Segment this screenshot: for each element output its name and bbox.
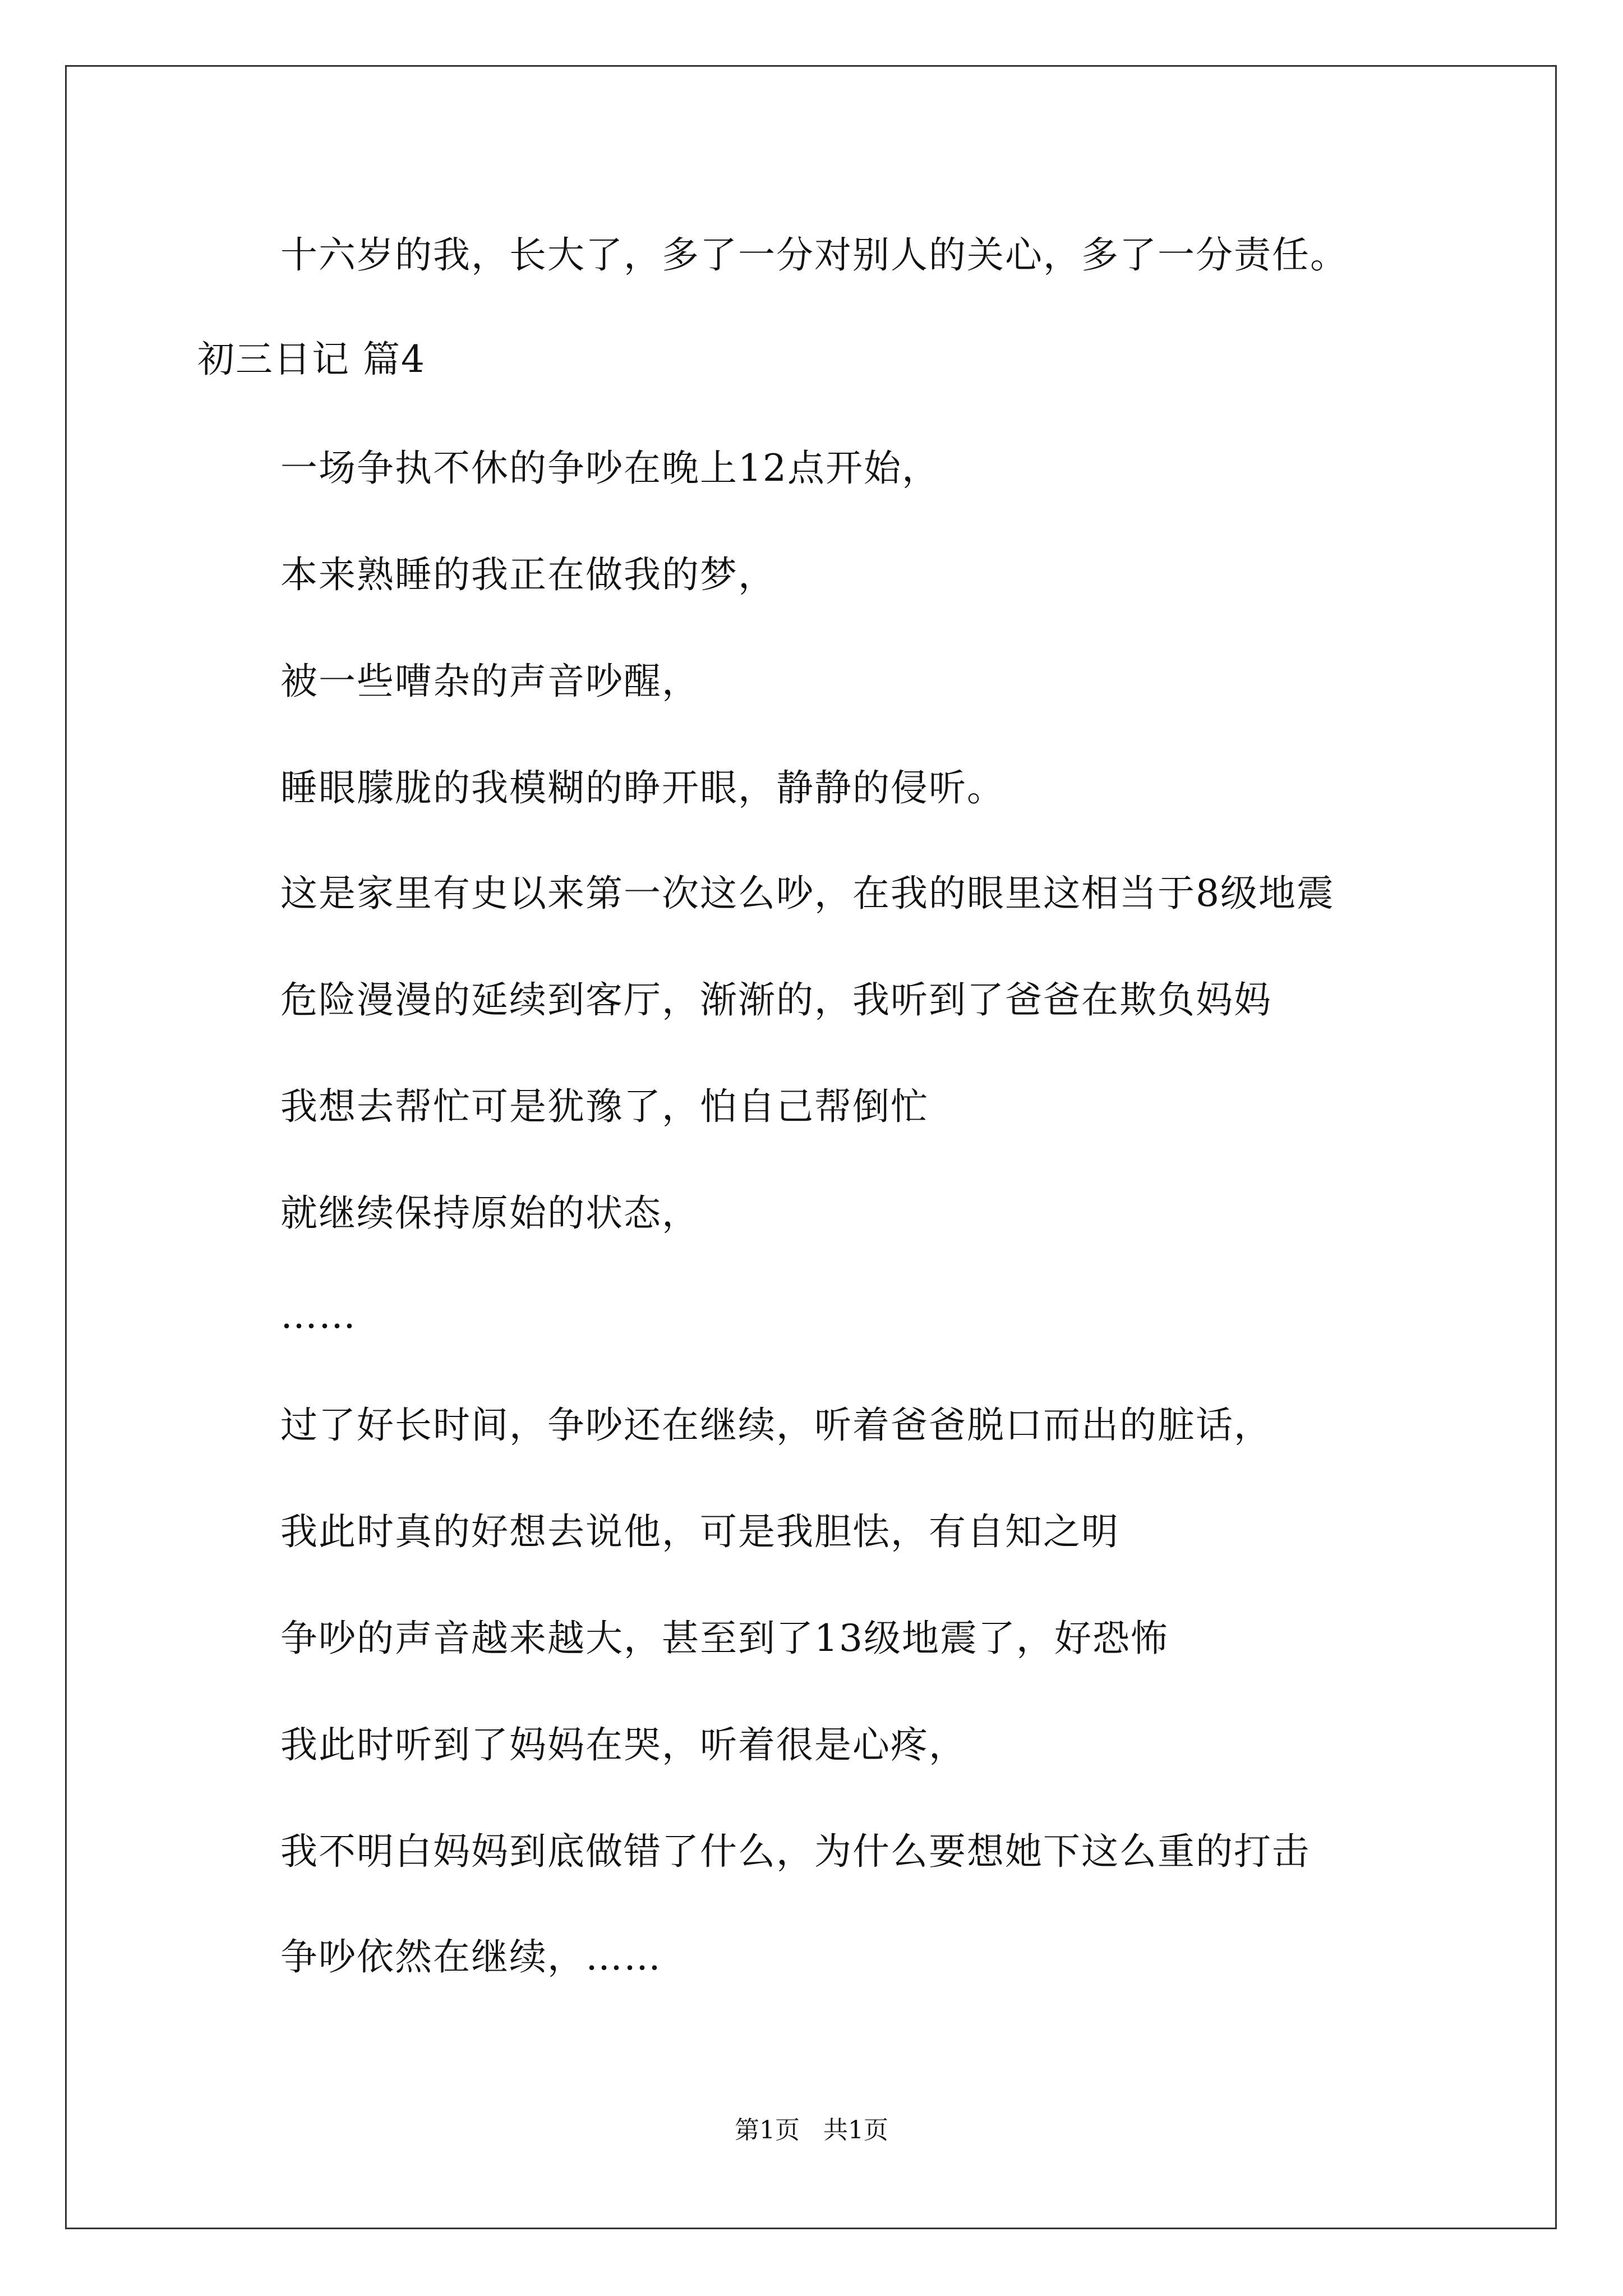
- text-line: 危险漫漫的延续到客厅，渐渐的，我听到了爸爸在欺负妈妈: [280, 978, 1272, 1022]
- text-line: 本来熟睡的我正在做我的梦，: [280, 553, 776, 596]
- text-line: 我不明白妈妈到底做错了什么，为什么要想她下这么重的打击: [280, 1830, 1310, 1873]
- text-line: 我想去帮忙可是犹豫了，怕自己帮倒忙: [280, 1085, 929, 1128]
- page-footer: 第1页 共1页: [735, 2116, 888, 2145]
- ellipsis-line: ……: [280, 1294, 357, 1337]
- text-line: 过了好长时间，争吵还在继续，听着爸爸脱口而出的脏话，: [280, 1404, 1272, 1447]
- text-line: 这是家里有史以来第一次这么吵，在我的眼里这相当于8级地震: [280, 872, 1335, 915]
- text-line: 被一些嘈杂的声音吵醒，: [280, 660, 700, 703]
- text-line: 争吵依然在继续，……: [280, 1935, 662, 1978]
- text-line: 我此时听到了妈妈在哭，听着很是心疼，: [280, 1723, 967, 1766]
- text-line: 我此时真的好想去说他，可是我胆怯，有自知之明: [280, 1510, 1119, 1553]
- text-line: 就继续保持原始的状态，: [280, 1191, 700, 1235]
- text-line: 睡眼朦胧的我模糊的睁开眼，静静的侵听。: [280, 766, 1005, 809]
- text-line: 一场争执不休的争吵在晚上12点开始，: [280, 447, 940, 490]
- paragraph-first: 十六岁的我，长大了，多了一分对别人的关心，多了一分责任。: [280, 233, 1348, 277]
- text-line: 争吵的声音越来越大，甚至到了13级地震了，好恐怖: [280, 1617, 1169, 1660]
- section-heading: 初三日记 篇4: [197, 338, 426, 381]
